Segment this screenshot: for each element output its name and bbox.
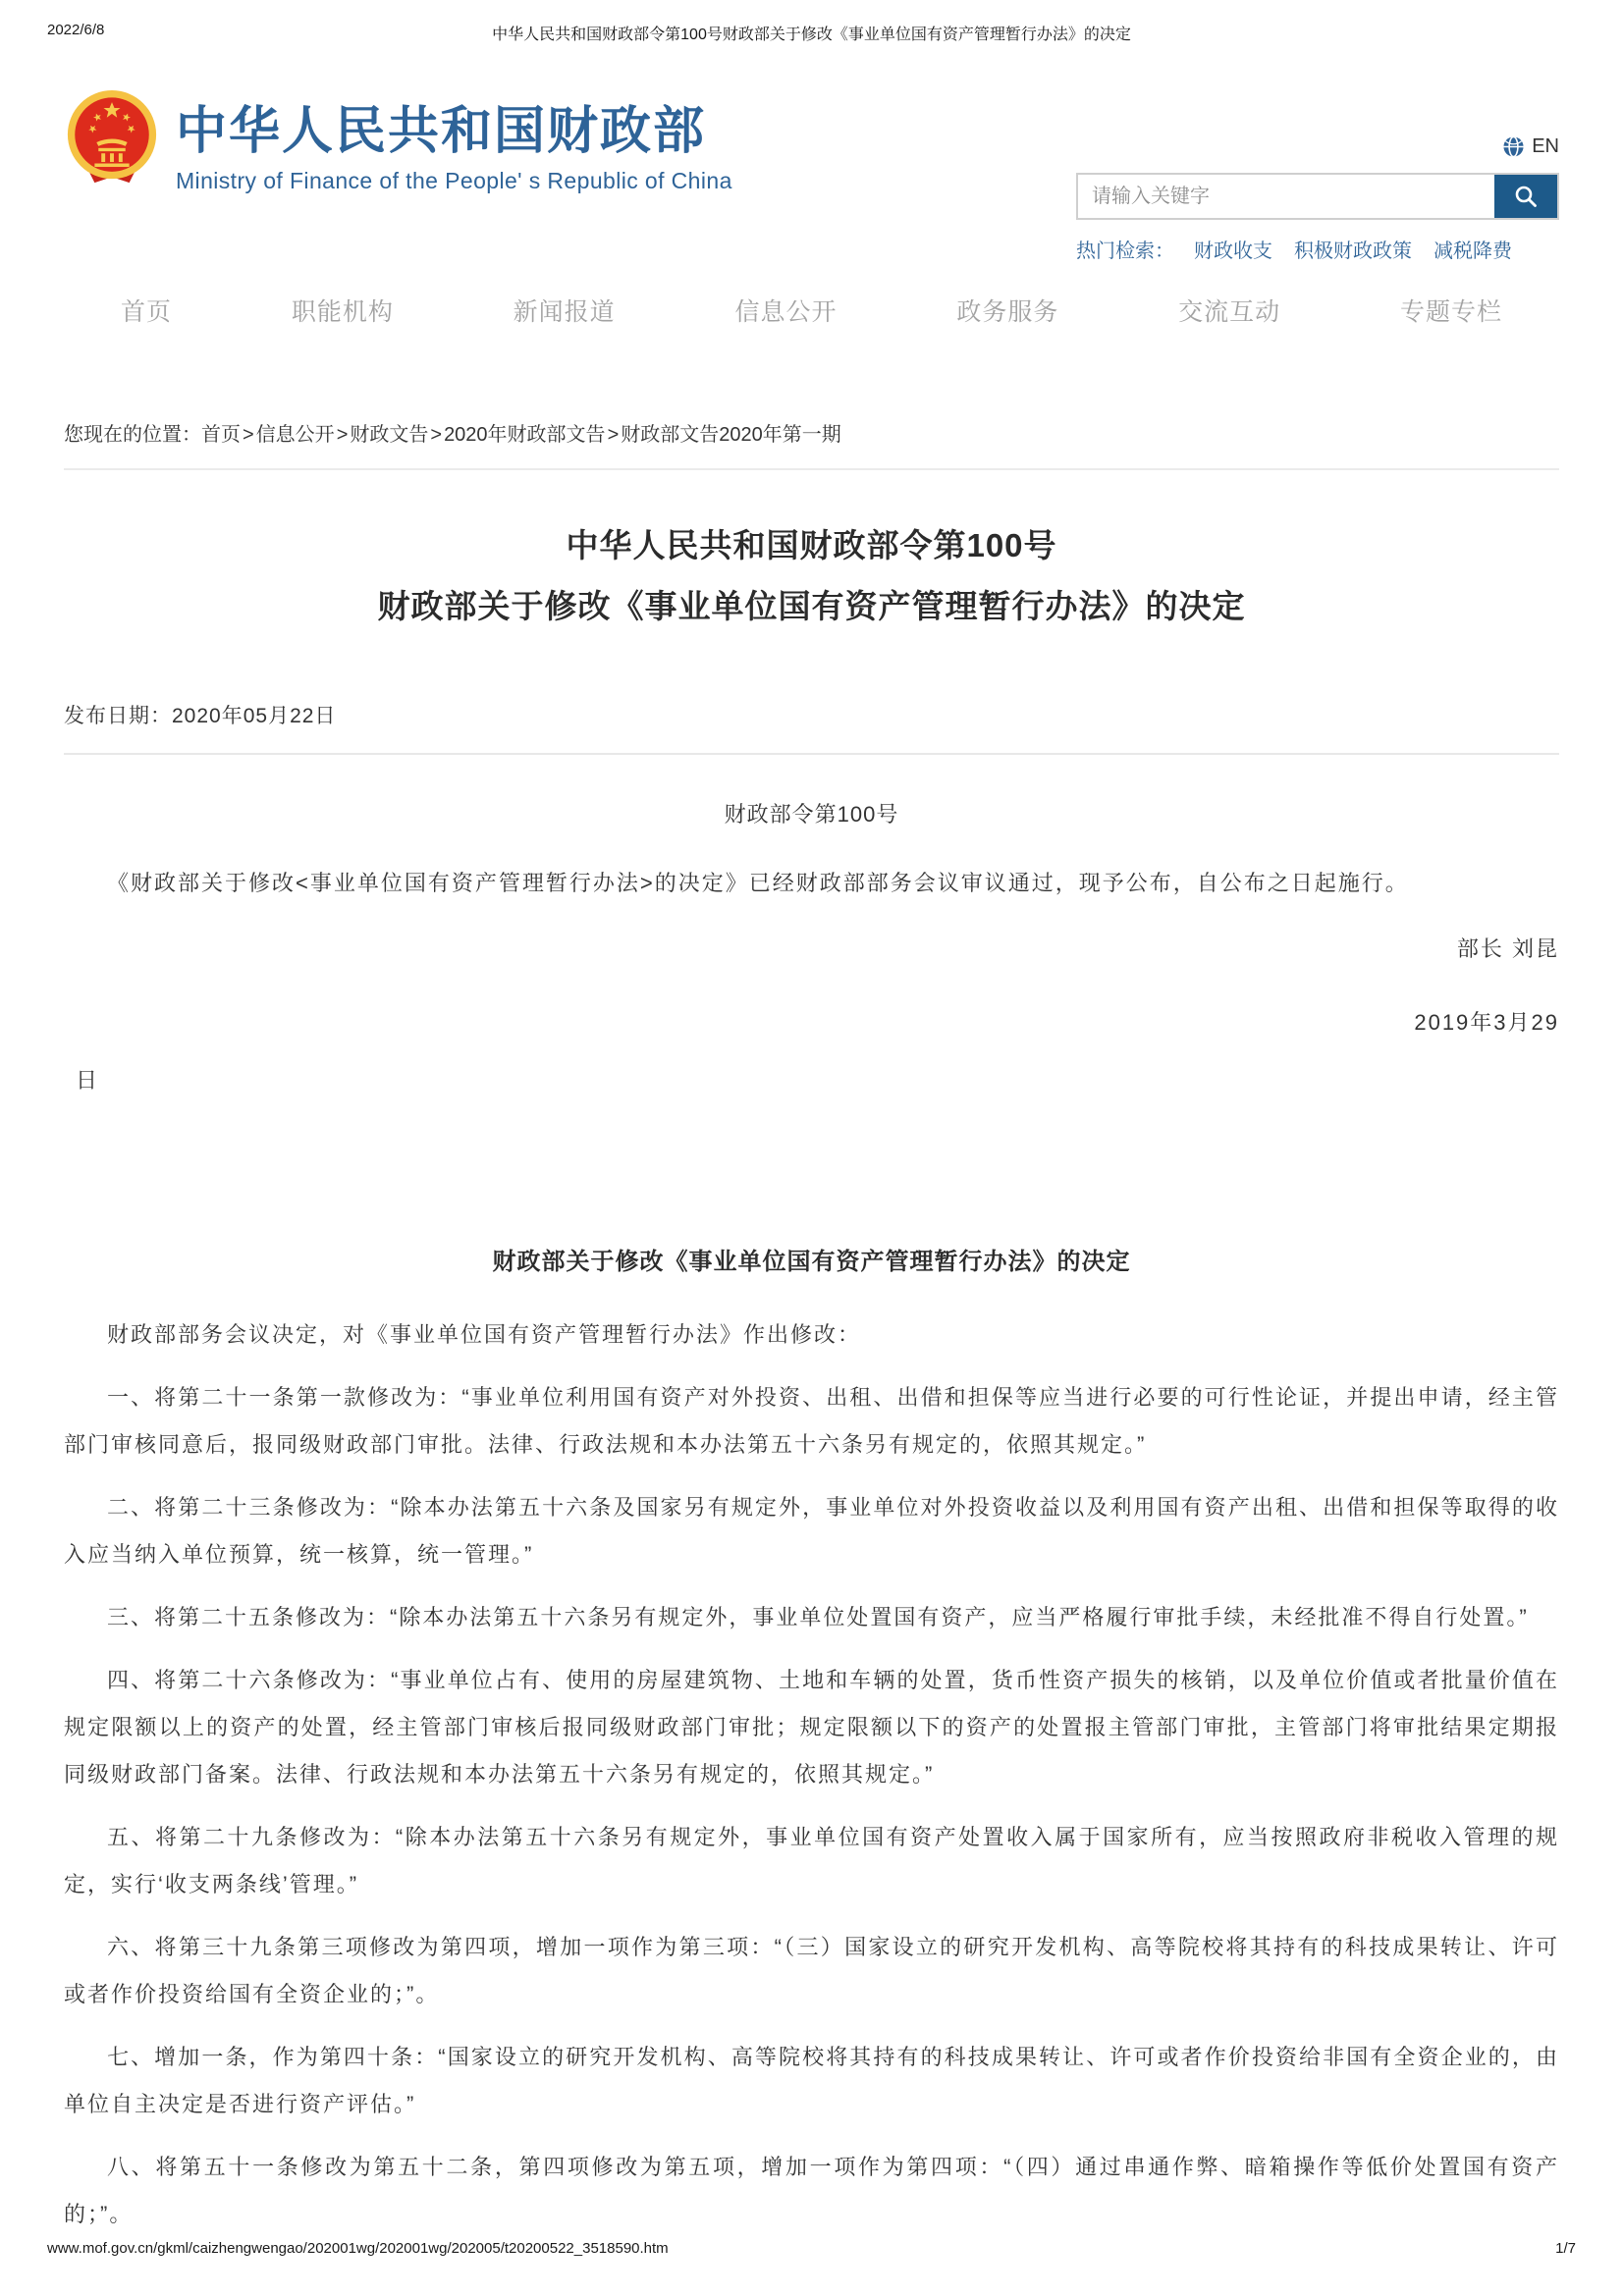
decree-intro-paragraph: 《财政部关于修改<事业单位国有资产管理暂行办法>的决定》已经财政部部务会议审议通过，现予公布，自公布之日起施行。 [107, 871, 1409, 895]
language-row [1076, 135, 1559, 158]
main-nav [64, 293, 1559, 328]
breadcrumb-label: 您现在的位置： [64, 424, 201, 446]
print-footer-page-number: 1/7 [1555, 2240, 1576, 2257]
nav-item[interactable]: 首页 [121, 298, 173, 326]
nav-item[interactable]: 政务服务 [956, 298, 1059, 326]
hot-search-link[interactable]: 财政收支 [1194, 240, 1272, 262]
nav-item[interactable]: 交流互动 [1178, 298, 1281, 326]
print-footer-url: www.mof.gov.cn/gkml/caizhengwengao/202001wg/202001wg/202005/t20200522_3518590.htm [47, 2240, 669, 2257]
site-logo[interactable] [64, 86, 879, 194]
search-button[interactable] [1494, 175, 1557, 218]
search-icon [1513, 184, 1539, 209]
publish-date-label: 发布日期： [64, 705, 172, 727]
decision-item-paragraph: 八、将第五十一条修改为第五十二条，第四项修改为第五项，增加一项作为第四项：“（四）通过串通作弊、暗箱操作等低价处置国有资产的；”。 [64, 2155, 1559, 2226]
hot-search-links [1194, 235, 1512, 263]
decision-heading: 财政部关于修改《事业单位国有资产管理暂行办法》的决定 [492, 1249, 1131, 1275]
decision-items [64, 1374, 1559, 2238]
article-title [64, 515, 1559, 637]
article-title-line2: 财政部关于修改《事业单位国有资产管理暂行办法》的决定 [377, 588, 1246, 624]
breadcrumb-segment[interactable]: > 信息公开 [241, 424, 335, 446]
decision-item-paragraph: 三、将第二十五条修改为：“除本办法第五十六条另有规定外，事业单位处置国有资产，应当严格履行审批手续，未经批准不得自行处置。” [107, 1605, 1529, 1629]
print-footer [47, 2240, 1576, 2257]
breadcrumb-segment[interactable]: > 2020年财政部文告 [428, 424, 605, 446]
print-date: 2022/6/8 [47, 22, 105, 38]
article-title-line1: 中华人民共和国财政部令第100号 [566, 527, 1057, 563]
sign-date: 2019年3月29 [1414, 1010, 1559, 1035]
nav-item[interactable]: 职能机构 [291, 298, 394, 326]
breadcrumb-segment[interactable]: > 财政文告 [335, 424, 429, 446]
publish-date-row [64, 700, 1559, 755]
breadcrumb-path [201, 424, 841, 446]
decision-item-paragraph: 七、增加一条，作为第四十条：“国家设立的研究开发机构、高等院校将其持有的科技成果转让、许可或者作价投资给非国有全资企业的，由单位自主决定是否进行资产评估。” [64, 2045, 1559, 2116]
globe-icon [1502, 135, 1525, 158]
print-page-title: 中华人民共和国财政部令第100号财政部关于修改《事业单位国有资产管理暂行办法》的决定 [492, 27, 1131, 43]
decision-item-paragraph: 六、将第三十九条第三项修改为第四项，增加一项作为第三项：“（三）国家设立的研究开发机构、高等院校将其持有的科技成果转让、许可或者作价投资给国有全资企业的；”。 [64, 1935, 1559, 2006]
site-header [64, 86, 1559, 262]
site-name-english: Ministry of Finance of the People' s Republic of China [176, 168, 732, 194]
search-box [1076, 173, 1559, 220]
en-link[interactable]: EN [1532, 135, 1559, 157]
header-right [1076, 135, 1559, 263]
breadcrumb-divider [64, 468, 1559, 470]
nav-item[interactable]: 信息公开 [734, 298, 838, 326]
decision-intro-paragraph: 财政部部务会议决定，对《事业单位国有资产管理暂行办法》作出修改： [107, 1322, 862, 1347]
breadcrumb-segment[interactable]: 首页 [201, 424, 241, 446]
search-input[interactable] [1078, 175, 1494, 218]
brand-text [176, 86, 732, 194]
hot-search-link[interactable]: 积极财政政策 [1294, 240, 1412, 262]
nav-item[interactable]: 专题专栏 [1399, 298, 1502, 326]
sign-date-wrapped-char: 日 [76, 1068, 98, 1093]
breadcrumb-segment[interactable]: > 财政部文告2020年第一期 [606, 424, 841, 446]
hot-search-label: 热门检索： [1076, 240, 1174, 262]
national-emblem-icon [64, 88, 160, 190]
decision-item-paragraph: 四、将第二十六条修改为：“事业单位占有、使用的房屋建筑物、土地和车辆的处置，货币性资产损失的核销，以及单位价值或者批量价值在规定限额以上的资产的处置，经主管部门审核后报同级财政部门审批；规定限额以下的资产的处置报主管部门审批，主管部门将审批结果定期报同级财政部门备案。法律、行政法规和本办法第五十六条另有规定的，依照其规定。” [64, 1668, 1559, 1787]
nav-item[interactable]: 新闻报道 [513, 298, 616, 326]
decision-item-paragraph: 二、将第二十三条修改为：“除本办法第五十六条及国家另有规定外，事业单位对外投资收益以及利用国有资产出租、出借和担保等取得的收入应当纳入单位预算，统一核算，统一管理。” [64, 1495, 1559, 1567]
hot-search-link[interactable]: 减税降费 [1434, 240, 1512, 262]
print-header [0, 0, 1623, 43]
publish-date-value: 2020年05月22日 [172, 705, 337, 727]
hot-search-row [1076, 235, 1559, 263]
decision-item-paragraph: 一、将第二十一条第一款修改为：“事业单位利用国有资产对外投资、出租、出借和担保等应当进行必要的可行性论证，并提出申请，经主管部门审核同意后，报同级财政部门审批。法律、行政法规和本办法第五十六条另有规定的，依照其规定。” [64, 1385, 1559, 1457]
site-name: 中华人民共和国财政部 [176, 103, 707, 160]
breadcrumb [64, 418, 1559, 447]
minister-signature: 部长 刘昆 [1456, 936, 1559, 961]
decision-item-paragraph: 五、将第二十九条修改为：“除本办法第五十六条另有规定外，事业单位国有资产处置收入属于国家所有，应当按照政府非税收入管理的规定，实行‘收支两条线’管理。” [64, 1825, 1559, 1896]
page-container [64, 86, 1559, 2238]
decree-heading: 财政部令第100号 [724, 802, 899, 827]
